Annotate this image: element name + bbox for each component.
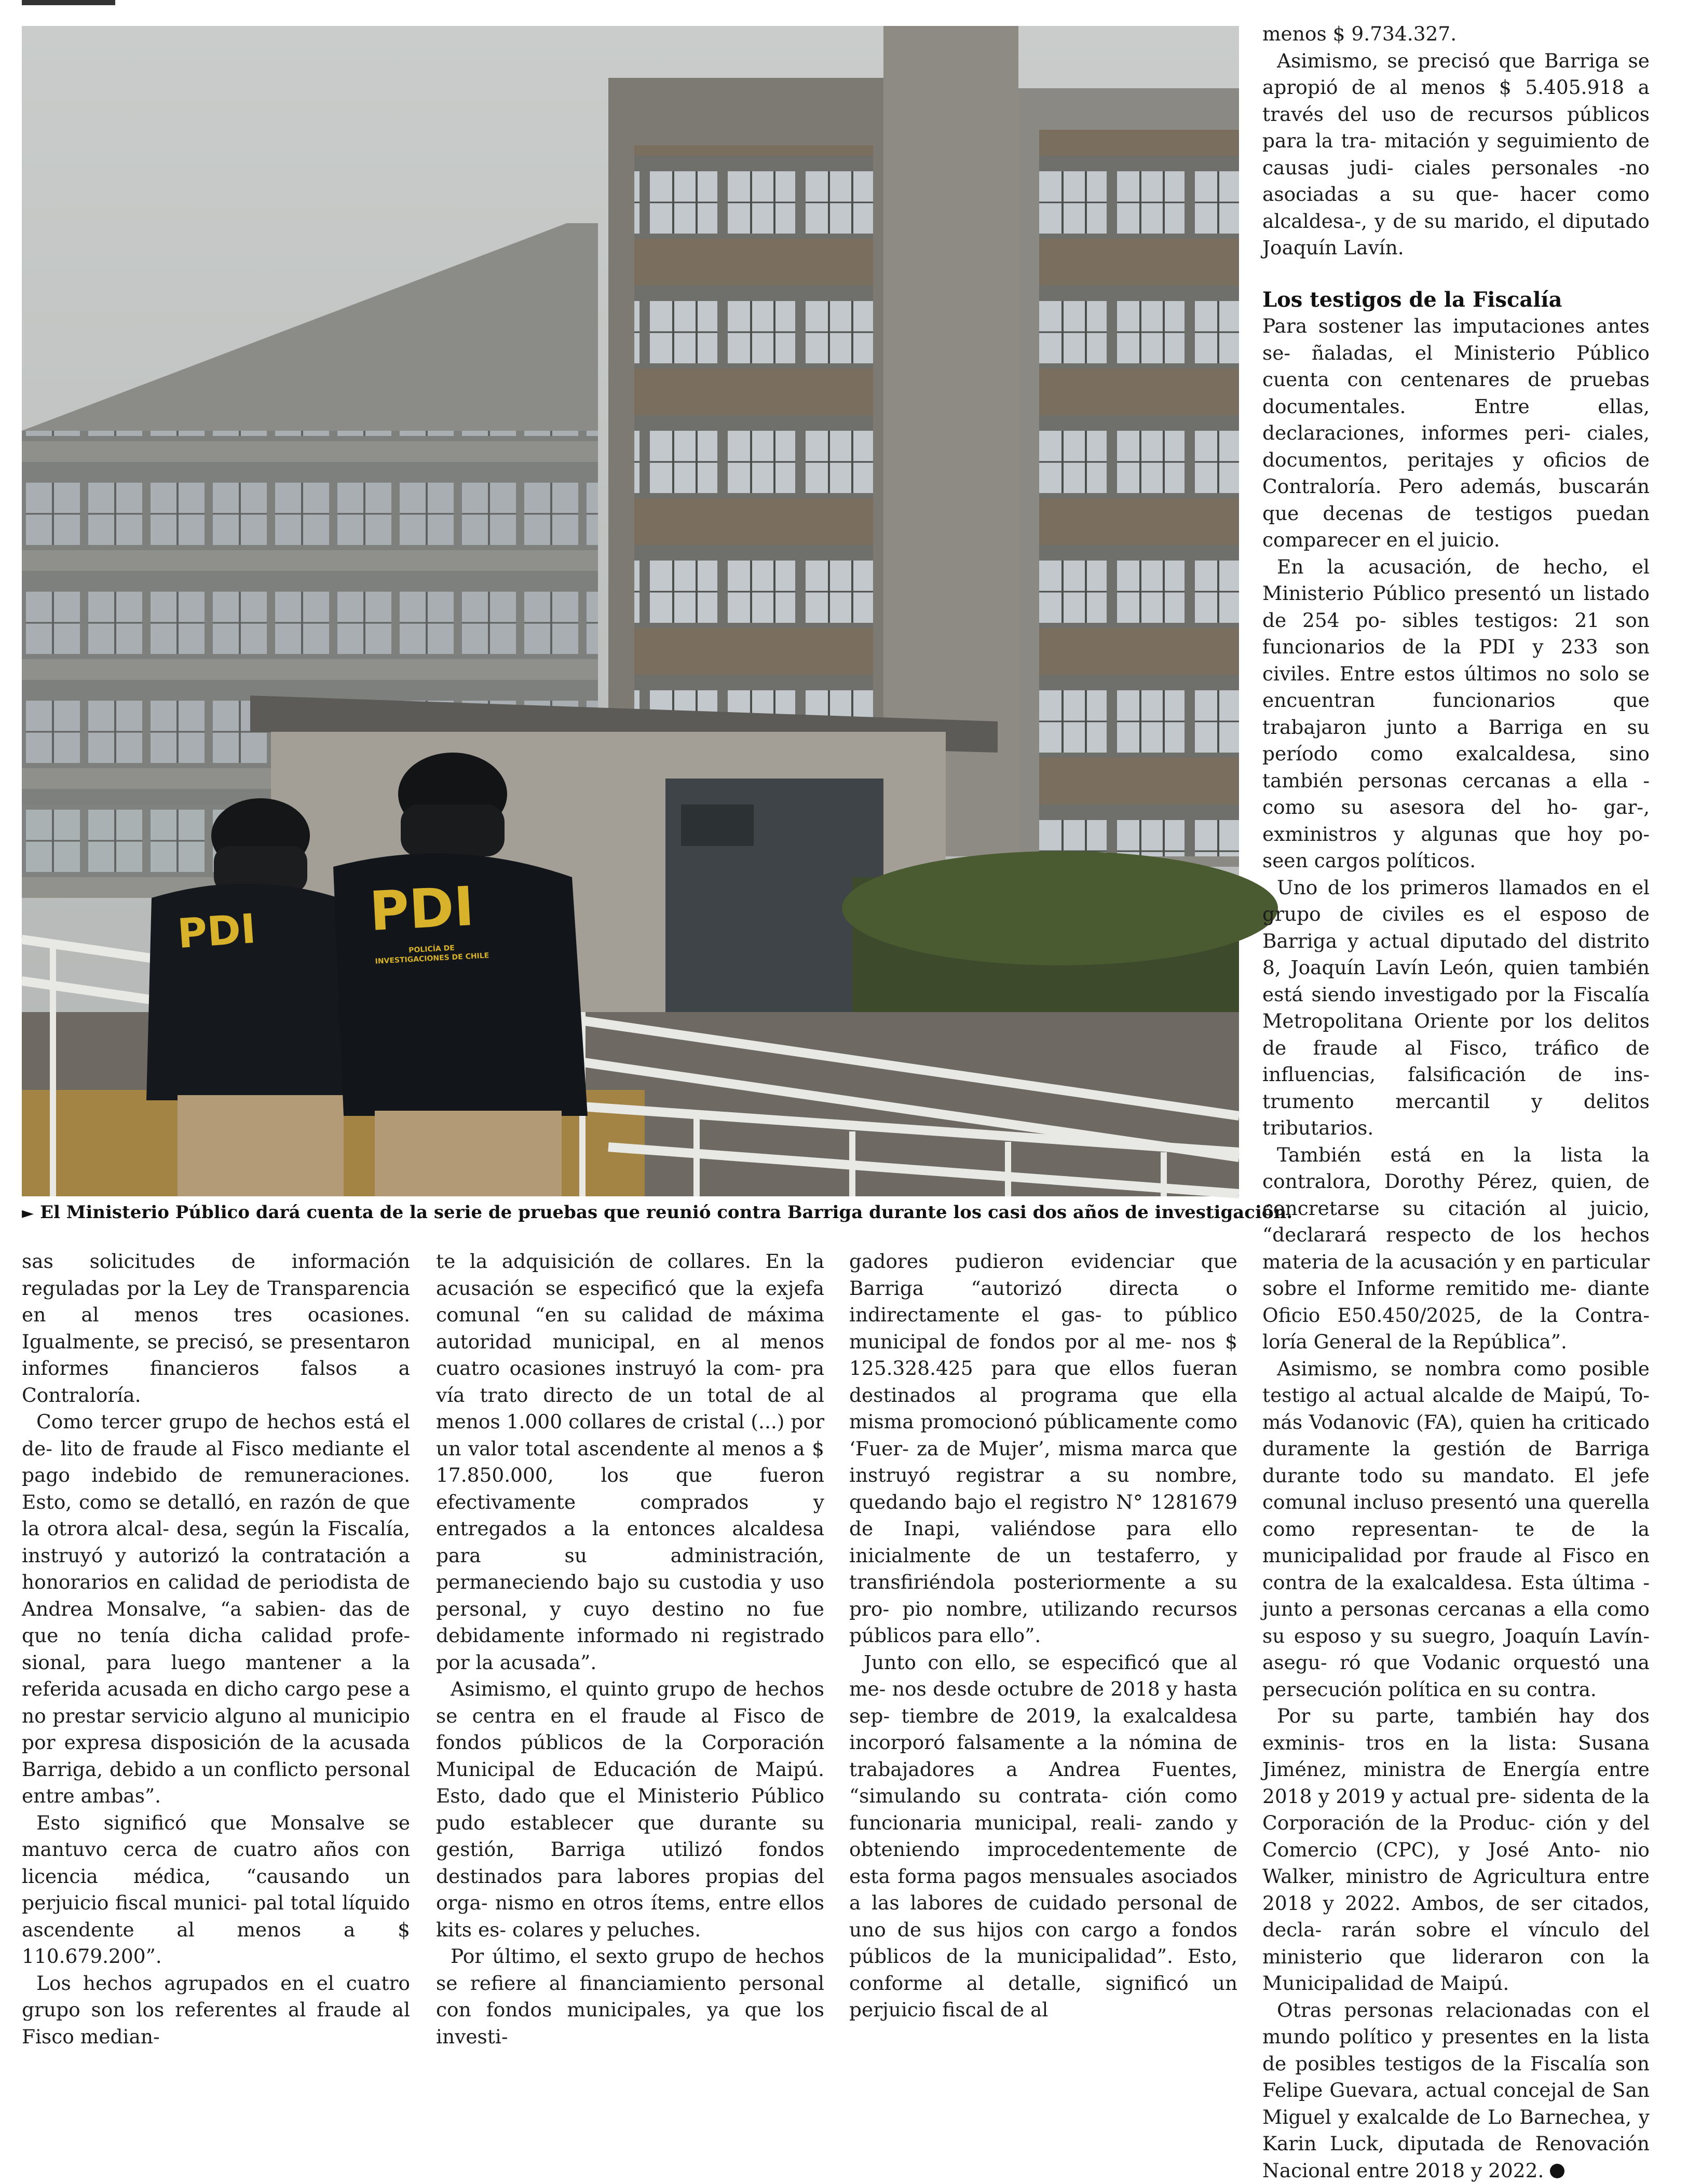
photo-caption bbox=[22, 1201, 1239, 1225]
subheading: Los testigos de la Fiscalía bbox=[1262, 286, 1650, 313]
paragraph: Por último, el sexto grupo de hechos se refiere al financiamiento personal con fondos municipales, ya que los investi- bbox=[436, 1943, 824, 2050]
vest-sublabel: POLICÍA DE INVESTIGACIONES DE CHILE bbox=[374, 941, 489, 966]
bottom-column-1 bbox=[22, 1248, 410, 1959]
paragraph: te la adquisición de collares. En la acusación se especificó que la exjefa comunal “en su calidad de máxima autoridad municipal, en al menos cuatro ocasiones instruyó la com- pra vía trato directo de un total de al menos 1.000 collares de cristal (...) por un valor total ascendente al menos a $ 17.850.000, los que fueron efectivamente comprados y entregados a la entonces alcaldesa para su administración, permaneciendo bajo su custodia y uso personal, y cuyo destino no fue debidamente informado ni registrado por la acusada”. bbox=[436, 1248, 824, 1676]
news-photo bbox=[22, 26, 1239, 1196]
paragraph: En la acusación, de hecho, el Ministerio Público presentó un listado de 254 po- sibles testigos: 21 son funcionarios de la PDI y 233 son civiles. Entre estos últimos no solo se encuentran funcionarios que trabajaron junto a Barriga en su período como exalcaldesa, sino también personas cercanas a ella -como su asesora del ho- gar-, exministros y algunas que hoy po- seen cargos políticos. bbox=[1262, 554, 1650, 875]
vest-label-right: PDI bbox=[368, 875, 475, 943]
header-rule bbox=[22, 0, 115, 5]
vest-label-left: PDI bbox=[176, 906, 257, 958]
paragraph-text: Otras personas relacionadas con el mundo político y presentes en la lista de posibles testigos de la Fiscalía son Felipe Guevara, actual concejal de San Miguel y exalcalde de Lo Barnechea, y Karin Luck, diputada de Renovación Nacional entre 2018 y 2022. bbox=[1262, 1999, 1650, 2182]
paragraph: Esto significó que Monsalve se mantuvo cerca de cuatro años con licencia médica, “causando un perjuicio fiscal munici- pal total líquido ascendente al menos a $ 110.679.200”. bbox=[22, 1810, 410, 1970]
end-of-article-icon bbox=[1550, 2164, 1564, 2178]
paragraph: Para sostener las imputaciones antes se- ñaladas, el Ministerio Público cuenta con centenares de pruebas documentales. Entre ellas, declaraciones, informes peri- ciales, documentos, peritajes y oficios de Contraloría. Pero además, buscarán que decenas de testigos puedan comparecer en el juicio. bbox=[1262, 313, 1650, 554]
paragraph: Como tercer grupo de hechos está el de- lito de fraude al Fisco mediante el pago indebido de remuneraciones. Esto, como se detalló, en razón de que la otrora alcal- desa, según la Fiscalía, instruyó y autorizó la contratación a honorarios en calidad de periodista de Andrea Monsalve, “a sabien- das de que no tenía dicha calidad profe- sional, para luego mantener a la referida acusada en dicho cargo pese a no prestar servicio alguno al municipio por expresa disposición de la acusada Barriga, debido a un conflicto personal entre ambas”. bbox=[22, 1409, 410, 1810]
paragraph: Asimismo, se precisó que Barriga se apropió de al menos $ 5.405.918 a través del uso de recursos públicos para la tra- mitación y seguimiento de causas judi- ciales personales -no asociadas a su que- hacer como alcaldesa-, y de su marido, el diputado Joaquín Lavín. bbox=[1262, 48, 1650, 262]
paragraph: sas solicitudes de información reguladas por la Ley de Transparencia en al menos tres ocasiones. Igualmente, se precisó, se presentaron informes financieros falsos a Contraloría. bbox=[22, 1248, 410, 1409]
paragraph: Asimismo, se nombra como posible testigo al actual alcalde de Maipú, To- más Vodanovic (FA), quien ha criticado duramente la gestión de Barriga durante todo su mandato. El jefe comunal incluso presentó una querella como representan- te de la municipalidad por fraude al Fisco en contra de la exalcaldesa. Esta última -junto a personas cercanas a ella como su esposo y su suegro, Joaquín Lavín- asegu- ró que Vodanic orquestó una persecución política en su contra. bbox=[1262, 1356, 1650, 1703]
paragraph: Los hechos agrupados en el cuatro grupo son los referentes al fraude al Fisco median- bbox=[22, 1970, 410, 2051]
paragraph: menos $ 9.734.327. bbox=[1262, 21, 1650, 48]
paragraph-last bbox=[1262, 1997, 1650, 2184]
paragraph: gadores pudieron evidenciar que Barriga “autorizó directa o indirectamente el gas- to público municipal de fondos por al me- nos $ 125.328.425 para que ellos fueran destinados al programa que ella misma promocionó públicamente como ‘Fuer- za de Mujer’, misma marca que instruyó registrar a su nombre, quedando bajo el registro N° 1281679 de Inapi, valiéndose para ello inicialmente de un testaferro, y transfiriéndola posteriormente a su pro- pio nombre, utilizando recursos públicos para ello”. bbox=[849, 1248, 1237, 1649]
caption-text: El Ministerio Público dará cuenta de la serie de pruebas que reunió contra Barriga durante los casi dos años de investigación. bbox=[40, 1202, 1292, 1223]
paragraph: También está en la lista la contralora, Dorothy Pérez, quien, de concretarse su citación al juicio, “declarará respecto de los hechos materia de la acusación y en particular sobre el Informe remitido me- diante Oficio E50.450/2025, de la Contra- loría General de la República”. bbox=[1262, 1142, 1650, 1356]
caption-marker-icon: ► bbox=[22, 1204, 34, 1222]
paragraph: Junto con ello, se especificó que al me- nos desde octubre de 2018 y hasta sep- tiembre de 2019, la exalcaldesa incorporó falsamente a la nómina de trabajadores a Andrea Fuentes, “simulando su contrata- ción como funcionaria municipal, reali- zando y obteniendo improcedentemente de esta forma pagos mensuales asociados a las labores de cuidado personal de uno de sus hijos con cargo a fondos públicos de la municipalidad”. Esto, conforme al detalle, significó un perjuicio fiscal de al bbox=[849, 1649, 1237, 2024]
paragraph: Uno de los primeros llamados en el grupo de civiles es el esposo de Barriga y actual diputado del distrito 8, Joaquín Lavín León, quien también está siendo investigado por la Fiscalía Metropolitana Oriente por los delitos de fraude al Fisco, tráfico de influencias, falsificación de ins- trumento mercantil y delitos tributarios. bbox=[1262, 875, 1650, 1142]
paragraph: Asimismo, el quinto grupo de hechos se centra en el fraude al Fisco de fondos públicos de la Corporación Municipal de Educación de Maipú. Esto, dado que el Ministerio Público pudo establecer que durante su gestión, Barriga utilizó fondos destinados para labores propias del orga- nismo en otros ítems, entre ellos kits es- colares y peluches. bbox=[436, 1676, 824, 1943]
bottom-column-2 bbox=[436, 1248, 824, 1959]
bottom-column-3 bbox=[849, 1248, 1237, 1959]
right-column bbox=[1262, 21, 1650, 1962]
paragraph: Por su parte, también hay dos exminis- tros en la lista: Susana Jiménez, ministra de Energía entre 2018 y 2019 y actual pre- sidenta de la Corporación de la Produc- ción y del Comercio (CPC), y José Anto- nio Walker, ministro de Agricultura entre 2018 y 2022. Ambos, de ser citados, decla- rarán sobre el vínculo del ministerio que lideraron con la Municipalidad de Maipú. bbox=[1262, 1703, 1650, 1997]
